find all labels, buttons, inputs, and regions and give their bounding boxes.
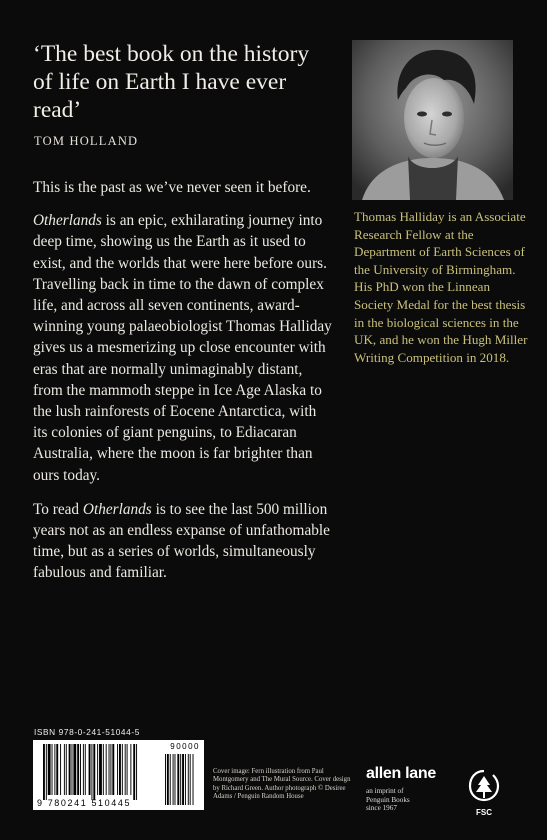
barcode-addon-bar (190, 754, 191, 805)
barcode-bar (97, 744, 98, 795)
barcode-addon-bar (193, 754, 194, 805)
barcode-bar (103, 744, 104, 795)
barcode-addon-bar (167, 754, 169, 805)
barcode-addon-bar (173, 754, 174, 805)
book-description (33, 177, 333, 597)
blurb-paragraph-1 (33, 210, 333, 486)
pull-quote: ‘The best book on the history of life on Earth I have ever read’ (33, 41, 310, 123)
barcode-bar (83, 744, 84, 795)
barcode-digits: 9 780241 510445 (37, 798, 132, 808)
barcode-bar (46, 744, 47, 800)
barcode-bar (99, 744, 102, 795)
barcode-bar (64, 744, 65, 795)
barcode-bar (109, 744, 110, 795)
barcode-addon-bar (175, 754, 176, 805)
barcode-addon-digits: 90000 (170, 742, 200, 751)
barcode-bar (91, 744, 92, 800)
author-photo (352, 40, 513, 200)
barcode-bar (52, 744, 53, 795)
barcode-bar (77, 744, 79, 795)
barcode-bar (127, 744, 128, 795)
barcode-bar (54, 744, 55, 795)
barcode-bar (122, 744, 123, 795)
barcode-bar (60, 744, 61, 795)
blurb-paragraph-2 (33, 499, 333, 584)
barcode-bar (119, 744, 121, 795)
blurb-paragraph-1-text: is an epic, exhilarating journey into deep time, showing us the Earth as it used to exist, and the worlds that were here before ours. Travelling back in time to the dawn of complex life, and across all seven continents, award-winning young palaeobiologist Thomas Halliday gives us a mesmerizing up close encounter with eras that are normally unimaginably distant, from the mammoth steppe in Ice Age Alaska to the lush rainforests of Eocene Antarctica, with its colonies of giant penguins, to Ediacaran Australia, where the moon is far brighter than ours today. (33, 212, 332, 484)
author-bio: Thomas Halliday is an Associate Research Fellow at the Department of Earth Sciences of the University of Birmingham. His PhD won the Linnean Society Medal for the best thesis in the biological sciences in the UK, and he won the Hugh Miller Writing Competition in 2018. (354, 209, 528, 365)
barcode-addon-bar (165, 754, 166, 805)
barcode-bar (89, 744, 91, 795)
barcode-bar (48, 744, 51, 795)
quote-attribution: TOM HOLLAND (34, 134, 139, 148)
author-portrait-illustration (352, 40, 513, 200)
isbn-label: ISBN 978-0-241-51044-5 (34, 727, 140, 737)
publisher-logo: allen lane (366, 765, 436, 782)
barcode-bar (69, 744, 71, 795)
barcode-addon-bar (182, 754, 184, 805)
barcode-addon-bar (170, 754, 171, 805)
barcode-bar (136, 744, 137, 800)
fsc-label: FSC (476, 808, 492, 817)
barcode-addon-bar (180, 754, 181, 805)
barcode-addon-bar (177, 754, 179, 805)
blurb-intro: This is the past as we’ve never seen it before. (33, 179, 311, 196)
book-title-italic: Otherlands (82, 500, 152, 518)
barcode-bar (106, 744, 107, 795)
barcode-bar (130, 744, 131, 795)
blurb-paragraph-2-start: To read (33, 500, 83, 518)
barcode-bar (117, 744, 118, 795)
barcode-bar (85, 744, 86, 795)
blurb-paragraph-2-text: is to see the last 500 million years not as an endless expanse of unfathomable time, but as a series of worlds, simultaneously fabulous and familiar. (33, 500, 330, 582)
book-title-italic: Otherlands (33, 212, 102, 230)
barcode-bar (66, 744, 67, 795)
imprint-line-3: since 1967 (366, 804, 397, 813)
barcode-bar (73, 744, 76, 795)
barcode-bar (93, 744, 95, 800)
barcode-addon-bar (185, 754, 186, 805)
barcode-bar (43, 744, 45, 800)
publisher-imprint-text (366, 787, 436, 813)
barcode-bar (133, 744, 135, 800)
barcode-bar (56, 744, 58, 795)
barcode-bar (125, 744, 126, 795)
barcode (33, 740, 204, 810)
fsc-tree-icon (468, 769, 500, 811)
barcode-addon-bar (188, 754, 189, 805)
cover-credits: Cover image: Fern illustration from Paul Montgomery and The Mural Source. Cover design by Richard Green. Author photograph © Desiree Adams / Penguin Random House (213, 768, 351, 801)
barcode-bar (110, 744, 111, 795)
imprint-line-1: an imprint of (366, 787, 404, 795)
barcode-bar (72, 744, 73, 795)
barcode-bar (80, 744, 81, 795)
barcode-bar (112, 744, 114, 795)
imprint-line-2: Penguin Books (366, 795, 410, 804)
